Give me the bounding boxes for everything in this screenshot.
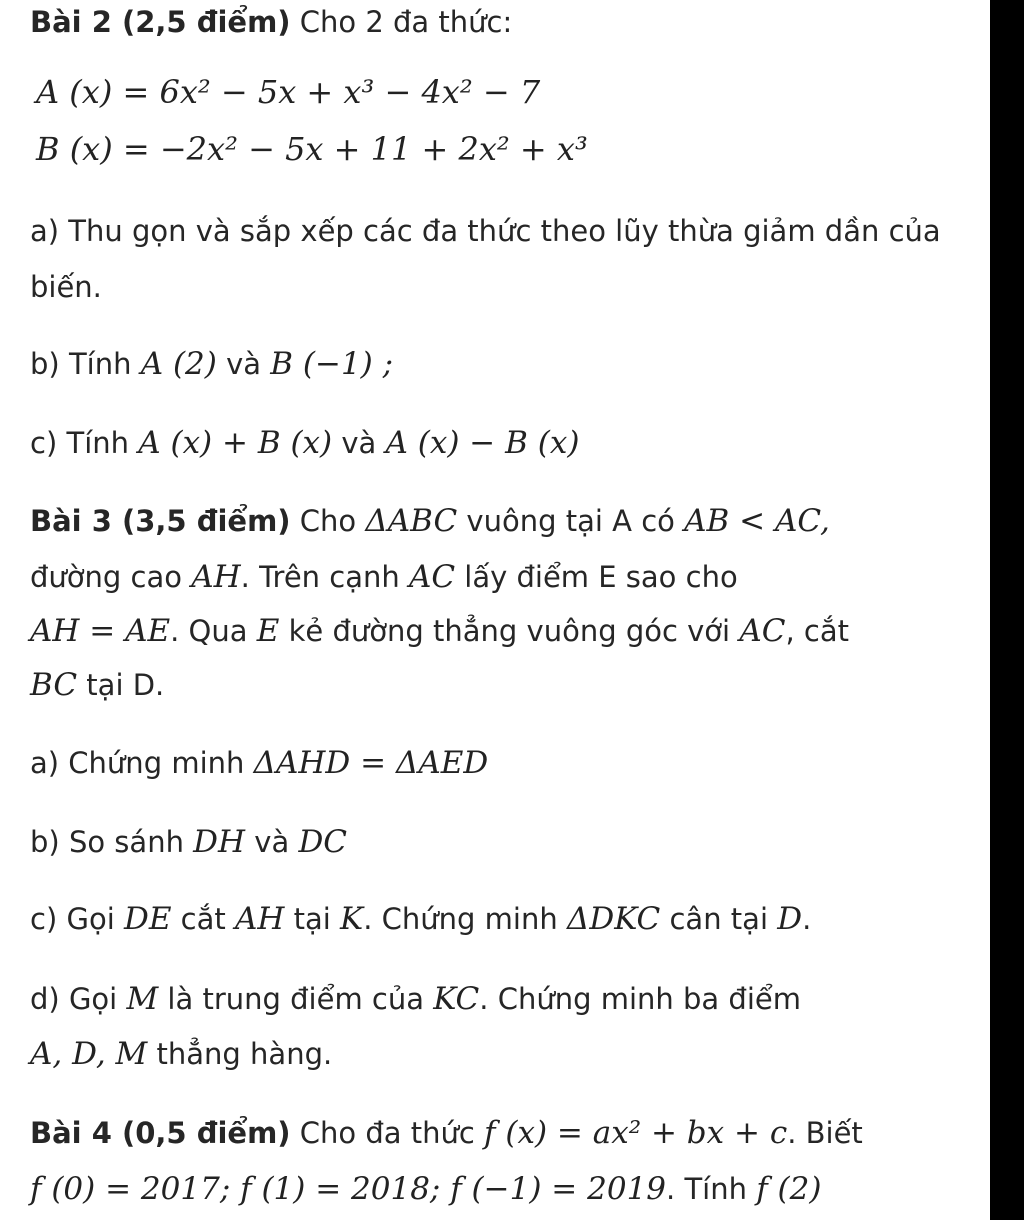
bai3-l3-m2: E bbox=[256, 613, 280, 649]
bai3-a-expr: ΔAHD = ΔAED bbox=[253, 745, 489, 781]
bai3-l1-m1: ΔABC bbox=[365, 503, 458, 539]
bai3-l2-m2: AC bbox=[408, 559, 456, 595]
bai3-d-t2: là trung điểm của bbox=[158, 982, 434, 1016]
bai4-l1-t1: Cho đa thức bbox=[290, 1116, 485, 1150]
polynomial-a: A (x) = 6x² − 5x + x³ − 4x² − 7 bbox=[36, 73, 541, 111]
bai4-heading: Bài 4 (0,5 điểm) bbox=[30, 1116, 291, 1150]
bai3-part-b bbox=[30, 822, 347, 862]
bai3-l4-t1: tại D. bbox=[77, 668, 165, 702]
polynomial-b: B (x) = −2x² − 5x + 11 + 2x² + x³ bbox=[36, 130, 588, 168]
bai3-l2-m1: AH bbox=[191, 559, 241, 595]
bai3-d2-t1: thẳng hàng. bbox=[147, 1037, 333, 1071]
bai2-part-a-line2: biến. bbox=[30, 270, 102, 304]
bai3-l3-m3: AC bbox=[739, 613, 786, 649]
bai4-l2-t1: . Tính bbox=[666, 1172, 757, 1206]
bai3-c-t6: . bbox=[802, 902, 812, 936]
bai2-heading: Bài 2 (2,5 điểm) bbox=[30, 5, 291, 39]
bai4-l1-t2: . Biết bbox=[787, 1116, 863, 1150]
bai3-l4-m1: BC bbox=[30, 667, 78, 703]
bai2-part-c bbox=[30, 423, 579, 463]
bai3-c-m1: DE bbox=[123, 901, 172, 937]
bai3-line4 bbox=[30, 665, 164, 705]
bai3-l1-m2: AB < AC, bbox=[684, 503, 830, 539]
bai3-part-d-line2 bbox=[30, 1034, 332, 1074]
bai4-line1 bbox=[30, 1113, 863, 1153]
bai3-d-t1: d) Gọi bbox=[30, 982, 127, 1016]
bai2-c-prefix: c) Tính bbox=[30, 426, 139, 460]
bai3-l2-t3: lấy điểm E sao cho bbox=[455, 560, 738, 594]
bai2-c-mid: và bbox=[332, 426, 386, 460]
bai3-line1 bbox=[30, 501, 830, 541]
bai2-c-expr1: A (x) + B (x) bbox=[138, 425, 333, 461]
bai3-b-m2: DC bbox=[298, 824, 348, 860]
bai3-b-prefix: b) So sánh bbox=[30, 825, 194, 859]
bai3-d-t3: . Chứng minh ba điểm bbox=[479, 982, 801, 1016]
bai3-d-m2: KC bbox=[433, 981, 480, 1017]
bai3-a-prefix: a) Chứng minh bbox=[30, 746, 254, 780]
bai2-part-a-line1: a) Thu gọn và sắp xếp các đa thức theo lũy thừa giảm dần của bbox=[30, 214, 941, 248]
bai3-c-t2: cắt bbox=[171, 902, 235, 936]
bai3-part-d-line1 bbox=[30, 979, 801, 1019]
bai2-title-line bbox=[30, 2, 512, 42]
bai3-part-c bbox=[30, 899, 811, 939]
bai3-part-a bbox=[30, 743, 488, 783]
bai3-l1-t1: Cho bbox=[290, 504, 366, 538]
bai4-l2-m2: f (2) bbox=[756, 1171, 822, 1207]
bai2-c-expr2: A (x) − B (x) bbox=[385, 425, 580, 461]
bai2-b-expr2: B (−1) ; bbox=[270, 346, 394, 382]
bai2-intro: Cho 2 đa thức: bbox=[290, 5, 513, 39]
bai3-c-m3: K bbox=[340, 901, 364, 937]
bai3-l3-m1: AH = AE bbox=[30, 613, 171, 649]
bai3-l3-t1: . Qua bbox=[170, 614, 257, 648]
bai2-b-prefix: b) Tính bbox=[30, 347, 141, 381]
bai3-l1-t2: vuông tại A có bbox=[457, 504, 685, 538]
bai3-line3 bbox=[30, 611, 849, 651]
bai3-c-t1: c) Gọi bbox=[30, 902, 124, 936]
bai3-l3-t3: , cắt bbox=[785, 614, 849, 648]
bai2-part-b bbox=[30, 344, 393, 384]
right-edge-strip bbox=[990, 0, 1024, 1220]
bai3-c-t4: . Chứng minh bbox=[363, 902, 567, 936]
bai3-c-m4: ΔDKC bbox=[566, 901, 661, 937]
bai2-b-expr1: A (2) bbox=[140, 346, 217, 382]
bai3-l2-t1: đường cao bbox=[30, 560, 192, 594]
bai2-b-mid: và bbox=[216, 347, 271, 381]
bai3-l2-t2: . Trên cạnh bbox=[240, 560, 409, 594]
bai3-l3-t2: kẻ đường thẳng vuông góc với bbox=[279, 614, 740, 648]
bai3-b-mid: và bbox=[245, 825, 299, 859]
bai3-line2 bbox=[30, 557, 738, 597]
bai3-c-m2: AH bbox=[234, 901, 285, 937]
bai3-d2-m1: A, D, M bbox=[30, 1036, 148, 1072]
bai3-c-m5: D bbox=[777, 901, 803, 937]
bai4-l2-m1: f (0) = 2017; f (1) = 2018; f (−1) = 2019 bbox=[30, 1171, 667, 1207]
bai3-c-t5: cân tại bbox=[660, 902, 778, 936]
bai4-l1-m1: f (x) = ax² + bx + c bbox=[484, 1115, 788, 1151]
bai3-d-m1: M bbox=[126, 981, 159, 1017]
bai3-b-m1: DH bbox=[193, 824, 246, 860]
bai3-c-t3: tại bbox=[284, 902, 341, 936]
bai4-line2 bbox=[30, 1169, 821, 1209]
bai3-heading: Bài 3 (3,5 điểm) bbox=[30, 504, 291, 538]
